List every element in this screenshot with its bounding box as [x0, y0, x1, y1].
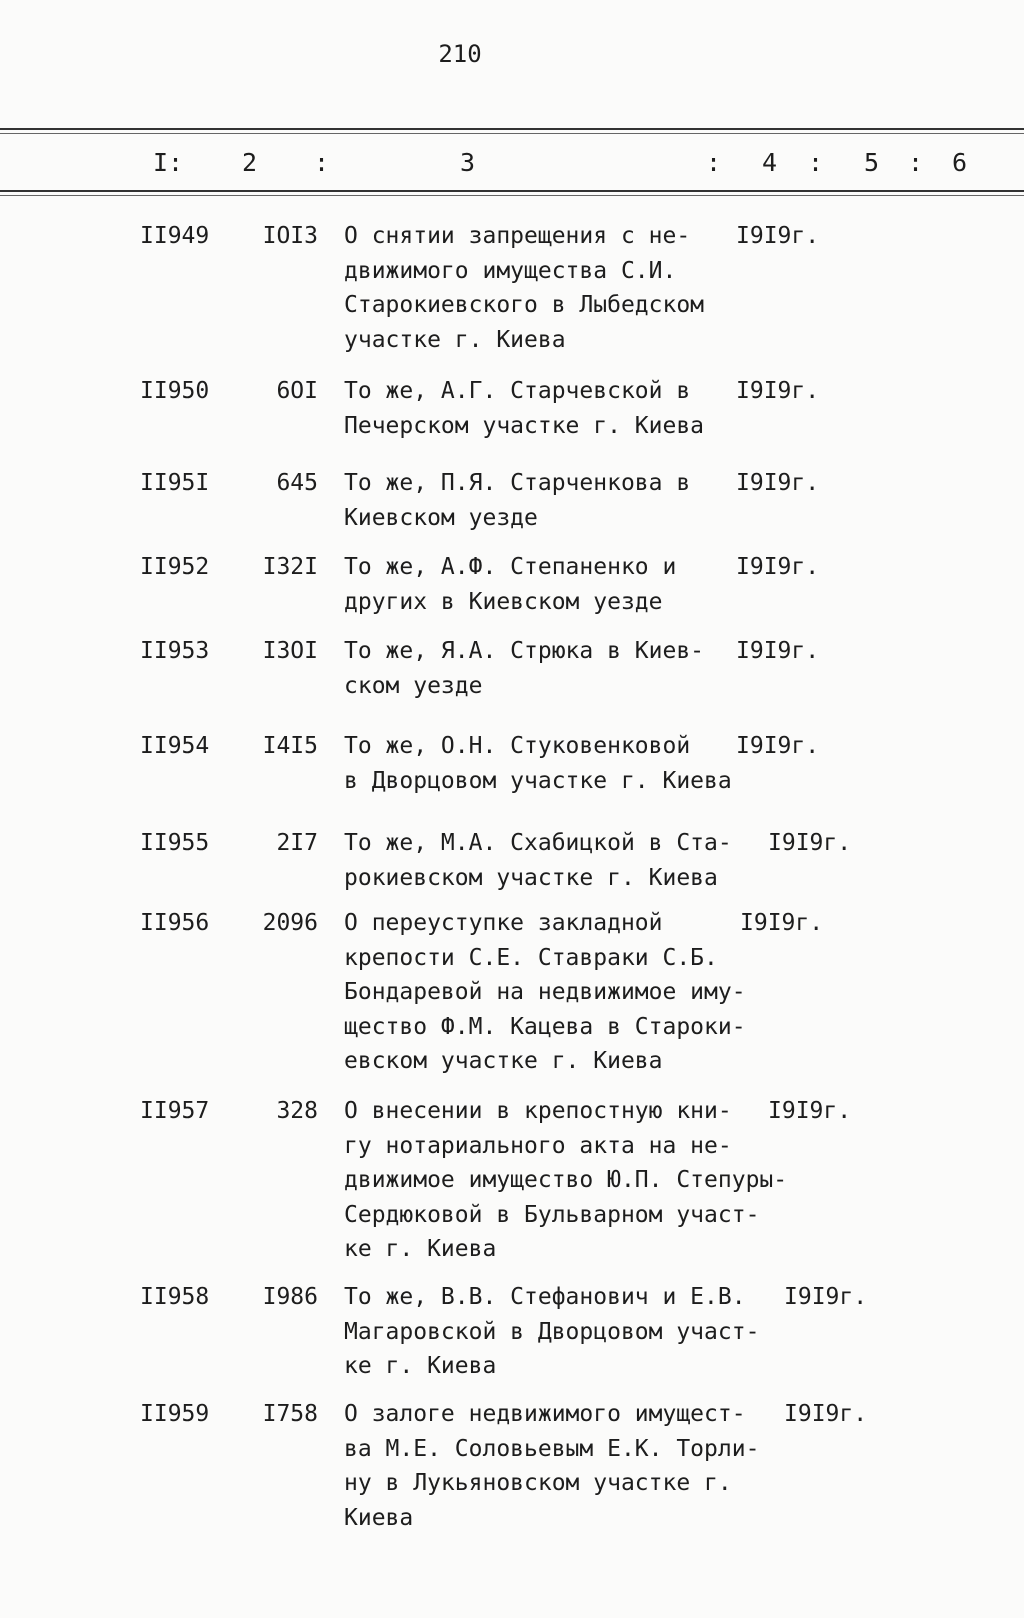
entry-title	[344, 906, 746, 1079]
entry-title-line: Бондаревой на недвижимое иму-	[344, 979, 746, 1005]
entry-number: II949	[140, 223, 210, 249]
entry-number: II955	[140, 830, 210, 856]
entry-title-line: Старокиевского в Лыбедском	[344, 292, 705, 318]
entry-title-line: То же, М.А. Схабицкой в Ста-	[344, 830, 732, 856]
entry-title-line: ва М.Е. Соловьевым Е.К. Торли-	[344, 1435, 760, 1462]
entry-title-line: Сердюковой в Бульварном участ-	[344, 1201, 760, 1228]
col-header-5: 5	[864, 148, 880, 177]
entry-title-line: евском участке г. Киева	[344, 1048, 663, 1074]
entry-title	[344, 634, 704, 703]
entry-title-line: ском уезде	[344, 672, 483, 699]
entry-title-line: То же, Я.А. Стрюка в Киев-	[344, 638, 705, 664]
entry-number: II952	[140, 554, 210, 580]
col-header-sep: :	[706, 148, 722, 177]
entry-title	[344, 374, 704, 443]
entry-number: II959	[140, 1401, 210, 1427]
entry-ref: 2096	[262, 910, 318, 936]
entry-ref: IOI3	[262, 223, 318, 249]
entry-number: II953	[140, 638, 210, 664]
entry-title-line: То же, А.Г. Старчевской в	[344, 378, 691, 404]
header-bottom-rule-thin	[0, 195, 1024, 196]
entry-ref: I986	[262, 1284, 318, 1310]
entry-title-line: гу нотариального акта на не-	[344, 1132, 732, 1159]
entry-year: I9I9г.	[736, 638, 820, 664]
entry-year: I9I9г.	[736, 554, 820, 580]
col-header-6: 6	[952, 148, 968, 177]
entry-year: I9I9г.	[736, 378, 820, 404]
entry-ref: I32I	[262, 554, 318, 580]
col-header-1: I:	[153, 148, 184, 177]
entry-number: II954	[140, 733, 210, 759]
entry-number: II958	[140, 1284, 210, 1310]
entry-year: I9I9г.	[740, 910, 824, 936]
col-header-4: 4	[762, 148, 778, 177]
entry-title-line: Магаровской в Дворцовом участ-	[344, 1318, 760, 1345]
entry-ref: 2I7	[276, 830, 318, 856]
entry-year: I9I9г.	[784, 1401, 868, 1427]
entry-number: II950	[140, 378, 210, 404]
entry-title-line: Печерском участке г. Киева	[344, 412, 705, 439]
entry-ref: 645	[276, 470, 318, 496]
entry-ref: 328	[276, 1098, 318, 1124]
entry-title	[344, 1094, 787, 1267]
entry-title	[344, 219, 704, 357]
col-header-sep: :	[908, 148, 924, 177]
header-top-rule-thin	[0, 133, 1024, 134]
entry-number: II957	[140, 1098, 210, 1124]
entry-number: II95I	[140, 470, 210, 496]
entry-title-line: О снятии запрещения с не-	[344, 223, 691, 249]
entry-title-line: То же, В.В. Стефанович и Е.В.	[344, 1284, 746, 1310]
entry-year: I9I9г.	[736, 733, 820, 759]
entry-title-line: движимого имущества С.И.	[344, 257, 677, 284]
entry-title-line: в Дворцовом участке г. Киева	[344, 767, 732, 794]
entry-title-line: рокиевском участке г. Киева	[344, 864, 718, 891]
entry-title-line: Киевском уезде	[344, 504, 538, 531]
entry-year: I9I9г.	[784, 1284, 868, 1310]
entry-title-line: щество Ф.М. Кацева в Староки-	[344, 1013, 746, 1040]
entry-title-line: ке г. Киева	[344, 1236, 497, 1262]
entry-title-line: крепости С.Е. Ставраки С.Б.	[344, 944, 718, 971]
entry-year: I9I9г.	[768, 830, 852, 856]
entry-title-line: То же, О.Н. Стуковенковой	[344, 733, 691, 759]
entry-title-line: Киева	[344, 1504, 414, 1531]
entry-title	[344, 1280, 759, 1384]
entry-title-line: других в Киевском уезде	[344, 588, 663, 615]
entry-ref: I758	[262, 1401, 318, 1427]
entry-title-line: О залоге недвижимого имущест-	[344, 1401, 746, 1427]
entry-number: II956	[140, 910, 210, 936]
entry-ref: 6OI	[276, 378, 318, 404]
entry-year: I9I9г.	[736, 223, 820, 249]
entry-title-line: О внесении в крепостную кни-	[344, 1098, 732, 1124]
entry-title-line: То же, П.Я. Старченкова в	[344, 470, 691, 496]
entry-year: I9I9г.	[768, 1098, 852, 1124]
page-number: 210	[438, 40, 482, 68]
entry-title	[344, 550, 676, 619]
entry-ref: I4I5	[262, 733, 318, 759]
col-header-sep: :	[808, 148, 824, 177]
entry-title-line: ке г. Киева	[344, 1353, 497, 1379]
entry-title-line: участке г. Киева	[344, 326, 566, 353]
entry-title-line: То же, А.Ф. Степаненко и	[344, 554, 677, 580]
entry-title-line: ну в Лукьяновском участке г.	[344, 1470, 732, 1496]
entry-title	[344, 729, 732, 798]
header-bottom-rule	[0, 190, 1024, 192]
col-header-sep: :	[314, 148, 330, 177]
entry-title-line: О переуступке закладной	[344, 910, 663, 936]
header-top-rule	[0, 128, 1024, 130]
entry-title	[344, 826, 732, 895]
entry-year: I9I9г.	[736, 470, 820, 496]
entry-title	[344, 466, 690, 535]
col-header-2: 2	[242, 148, 258, 177]
entry-title	[344, 1397, 759, 1535]
entry-ref: I3OI	[262, 638, 318, 664]
entry-title-line: движимое имущество Ю.П. Степуры-	[344, 1167, 788, 1193]
col-header-3: 3	[460, 148, 476, 177]
